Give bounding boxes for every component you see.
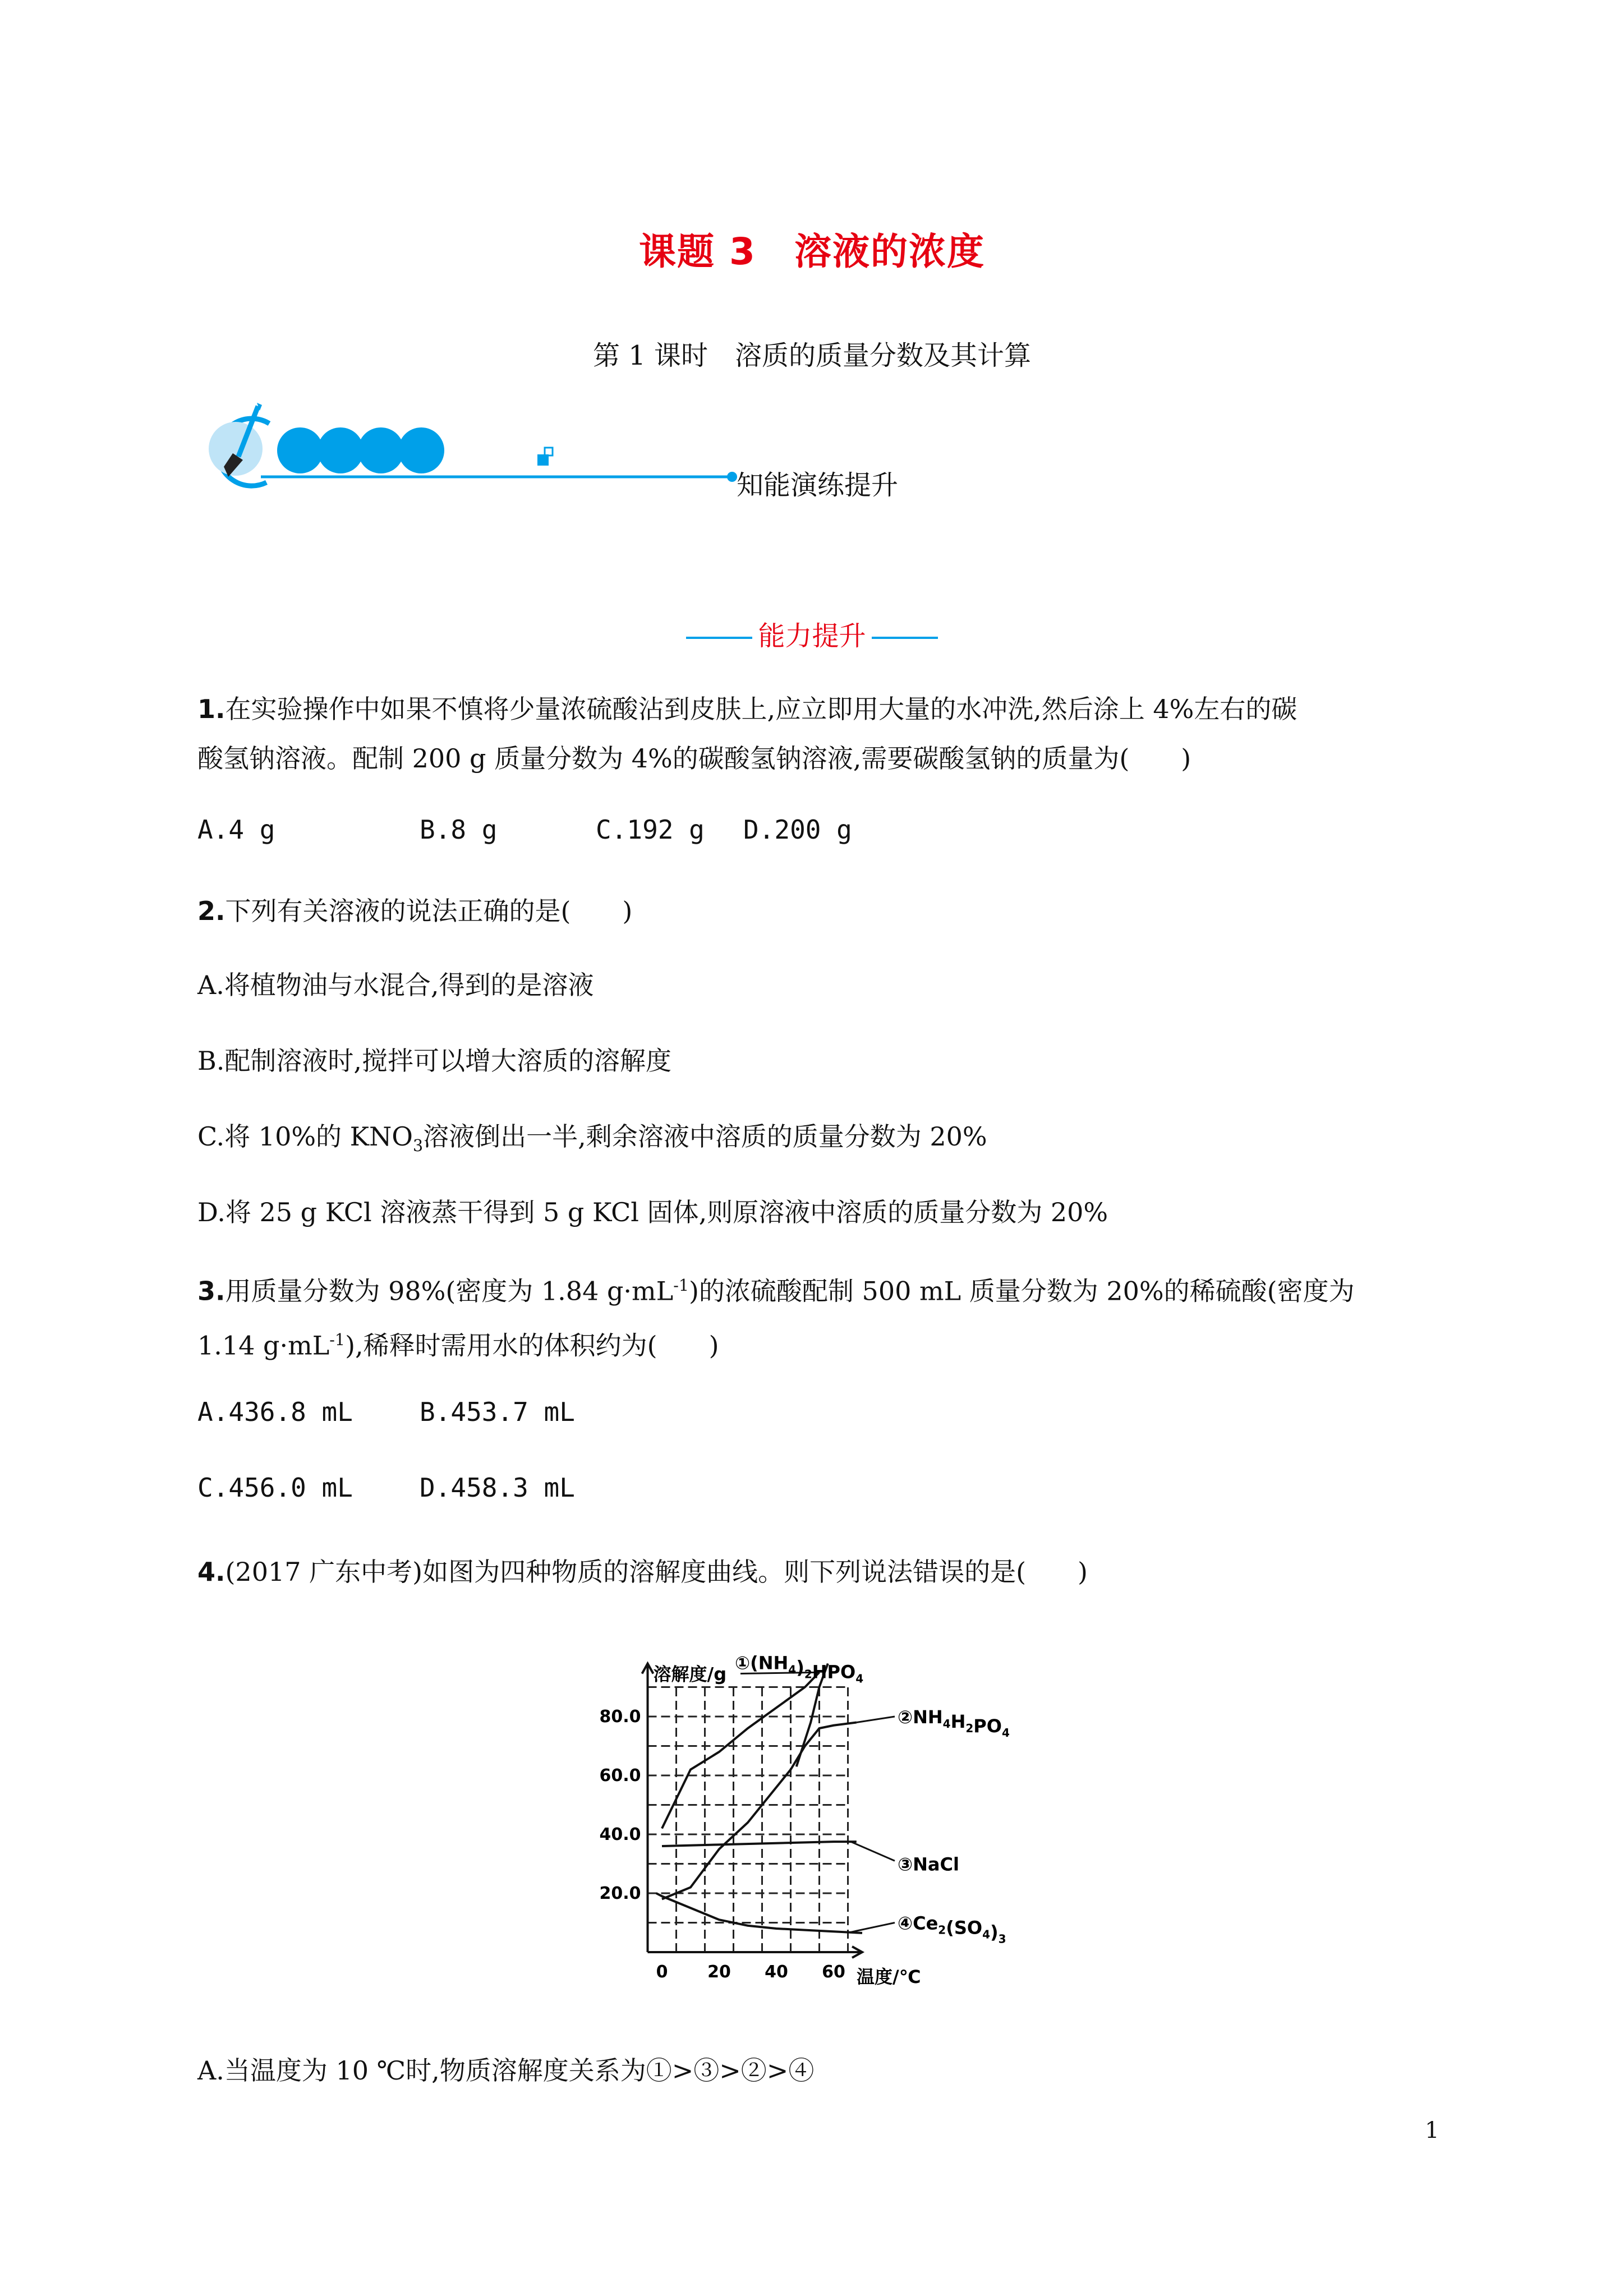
series-label-4: $④Ce_2(SO_4)_3$ <box>898 1912 1006 1946</box>
y-tick-label: 20.0 <box>599 1884 641 1903</box>
banner-line-end <box>727 472 737 482</box>
question-4-number: 4. <box>197 1557 226 1587</box>
q3-option-c[interactable]: C.456.0 mL <box>197 1473 353 1503</box>
question-3-sup-1: -1 <box>673 1276 689 1295</box>
chart-labels <box>654 1653 1010 1988</box>
series-line-4 <box>656 1893 862 1933</box>
q3-option-d[interactable]: D.458.3 mL <box>420 1473 575 1503</box>
q3-option-a[interactable]: A.436.8 mL <box>197 1397 353 1427</box>
question-3-sup-2: -1 <box>329 1331 346 1350</box>
question-3-line-2 <box>197 1315 1355 1370</box>
x-tick-label: 20 <box>707 1962 731 1982</box>
heading-line-right <box>872 637 938 639</box>
y-tick-label: 80.0 <box>599 1707 641 1727</box>
q1-option-c[interactable]: C.192 g <box>596 815 705 845</box>
x-tick-label: 0 <box>656 1962 668 1982</box>
question-2-stem: 下列有关溶液的说法正确的是( ) <box>225 896 633 926</box>
x-tick-label: 60 <box>822 1962 845 1982</box>
banner-graphic <box>194 398 755 499</box>
question-2-number: 2. <box>197 896 226 926</box>
square-outline-icon <box>545 448 553 455</box>
banner-dot-4 <box>398 427 444 473</box>
y-tick-label: 40.0 <box>599 1825 641 1844</box>
question-3-text-2a: 1.14 g·mL <box>197 1330 330 1361</box>
y-axis-label: 溶解度/g <box>653 1663 727 1685</box>
chart-axes <box>642 1664 863 1958</box>
question-4 <box>197 1547 1088 1596</box>
series-leader-2 <box>857 1717 895 1723</box>
question-1-number: 1. <box>197 694 226 724</box>
q2-option-a[interactable]: A.将植物油与水混合,得到的是溶液 <box>197 970 594 1000</box>
lesson-subtitle: 第 1 课时 溶质的质量分数及其计算 <box>592 340 1032 371</box>
question-4-stem: (2017 广东中考)如图为四种物质的溶解度曲线。则下列说法错误的是( ) <box>225 1557 1088 1587</box>
q2-option-c-pre: C.将 10%的 KNO <box>197 1121 413 1152</box>
q1-option-a[interactable]: A.4 g <box>197 815 275 845</box>
q4-option-a[interactable]: A.当温度为 10 ℃时,物质溶解度关系为①>③>②>④ <box>197 2055 815 2086</box>
q1-option-d[interactable]: D.200 g <box>743 815 852 845</box>
series-label-2: $②NH_4H_2PO_4$ <box>898 1706 1010 1740</box>
question-2 <box>197 886 632 936</box>
section-heading <box>0 614 1624 653</box>
page-title: 课题 3 溶液的浓度 <box>639 230 985 273</box>
series-line-1 <box>662 1672 820 1828</box>
page-number: 1 <box>1425 2118 1439 2143</box>
chart-grid <box>648 1687 848 1953</box>
question-1-text-1: 在实验操作中如果不慎将少量浓硫酸沾到皮肤上,应立即用大量的水冲洗,然后涂上 4%左右的碳 <box>225 694 1298 724</box>
series-leader-3 <box>851 1842 895 1861</box>
q1-option-b[interactable]: B.8 g <box>420 815 498 845</box>
q2-option-c-post: 溶液倒出一半,剩余溶液中溶质的质量分数为 20% <box>423 1121 987 1152</box>
q2-option-c-sub: 3 <box>413 1137 424 1156</box>
question-1-line-2: 酸氢钠溶液。配制 200 g 质量分数为 4%的碳酸氢钠溶液,需要碳酸氢钠的质量为( ) <box>197 743 1191 774</box>
banner-dot-2 <box>318 427 364 473</box>
question-3-text-2b: ),稀释时需用水的体积约为( ) <box>345 1330 719 1361</box>
brush-icon <box>209 403 269 486</box>
series-label-1: $①(NH_4)_2HPO_4$ <box>735 1652 864 1686</box>
q2-option-d[interactable]: D.将 25 g KCl 溶液蒸干得到 5 g KCl 固体,则原溶液中溶质的质量分数为 20% <box>197 1197 1108 1227</box>
banner-label: 知能演练提升 <box>737 470 899 501</box>
q3-option-b[interactable]: B.453.7 mL <box>420 1397 575 1427</box>
x-tick-label: 40 <box>765 1962 788 1982</box>
question-3 <box>197 1261 1355 1370</box>
question-1 <box>197 684 1297 783</box>
q2-option-b[interactable]: B.配制溶液时,搅拌可以增大溶质的溶解度 <box>197 1046 672 1076</box>
heading-line-left <box>686 637 752 639</box>
section-title: 能力提升 <box>758 620 866 652</box>
question-3-text-1a: 用质量分数为 98%(密度为 1.84 g·mL <box>225 1276 674 1306</box>
q2-option-c[interactable] <box>197 1116 987 1155</box>
series-line-2 <box>662 1723 857 1899</box>
series-label-3: ③NaCl <box>898 1853 959 1875</box>
question-3-line-1 <box>197 1261 1355 1315</box>
question-3-number: 3. <box>197 1276 226 1306</box>
series-line-3 <box>662 1842 857 1846</box>
series-leader-4 <box>851 1923 895 1932</box>
y-tick-label: 60.0 <box>599 1766 641 1786</box>
banner-dot-3 <box>358 427 404 473</box>
banner-dot-1 <box>277 427 323 473</box>
solubility-chart <box>583 1621 1088 2014</box>
x-axis-label: 温度/℃ <box>857 1966 921 1987</box>
question-1-line-1 <box>197 684 1297 734</box>
question-3-text-1b: )的浓硫酸配制 500 mL 质量分数为 20%的稀硫酸(密度为 <box>688 1276 1355 1306</box>
